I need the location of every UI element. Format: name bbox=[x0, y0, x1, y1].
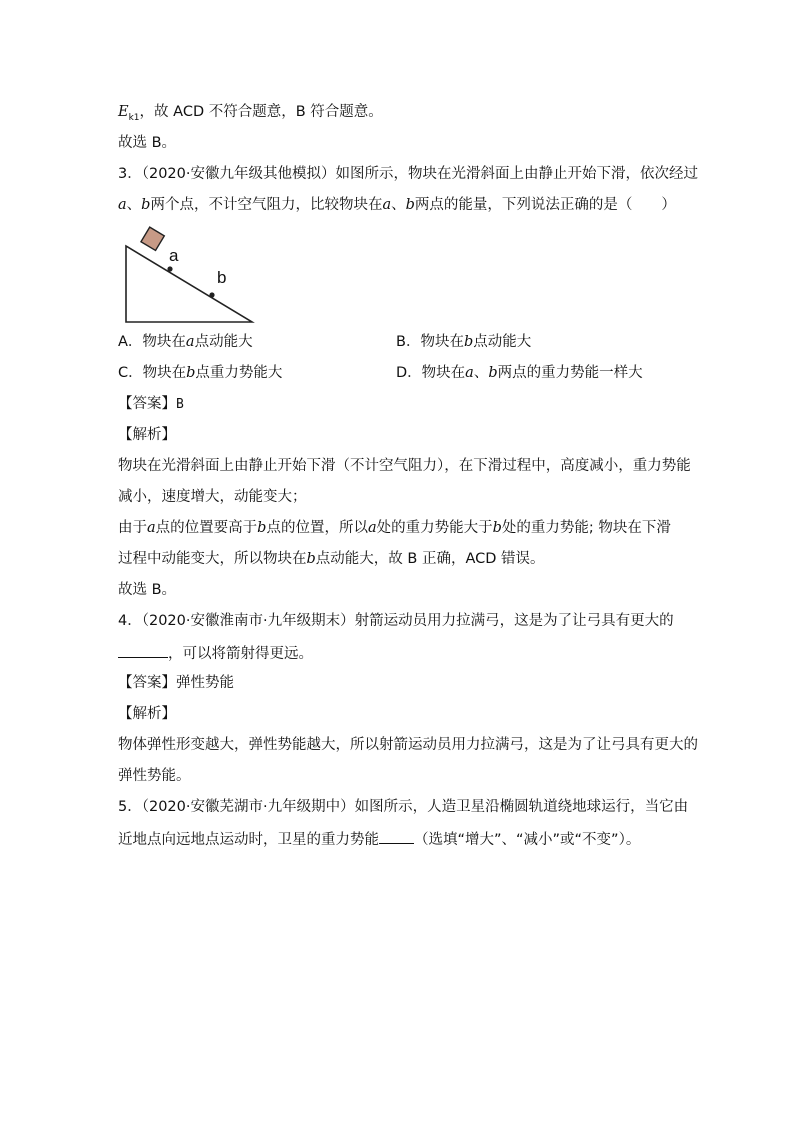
analysis-3-part-a: 由于 bbox=[118, 520, 147, 536]
question-4-analysis-line-1: 物体弹性形变越大，弹性势能越大，所以射箭运动员用力拉满弓，这是为了让弓具有更大的 bbox=[118, 737, 698, 753]
q3-point-b-2: b bbox=[405, 197, 415, 213]
analysis-4-part-a: 过程中动能变大，所以物块在 bbox=[118, 551, 307, 567]
option-d bbox=[396, 364, 643, 382]
figure-label-b: b bbox=[217, 268, 227, 287]
incline-diagram bbox=[118, 224, 258, 326]
question-5-answer-blank bbox=[379, 829, 414, 844]
q3-text-2: 两点的能量，下列说法正确的是（ ） bbox=[414, 197, 676, 213]
option-c bbox=[118, 364, 282, 382]
q3-sep: 、 bbox=[126, 197, 142, 213]
kinetic-energy-symbol: E bbox=[118, 104, 129, 120]
analysis-line-4 bbox=[118, 550, 545, 568]
prev-conclusion-text: ，故 ACD 不符合题意，B 符合题意。 bbox=[139, 104, 383, 120]
incline-triangle bbox=[126, 246, 252, 322]
question-3-choice-line: 故选 B。 bbox=[118, 582, 177, 598]
q3-text-1: 两个点，不计空气阻力，比较物块在 bbox=[150, 197, 383, 213]
answer-value: 弹性势能 bbox=[176, 675, 234, 691]
answer-label: 【答案】 bbox=[118, 396, 176, 412]
answer-value: B bbox=[176, 397, 184, 412]
option-c-point: b bbox=[186, 365, 196, 381]
question-4-analysis-line-2: 弹性势能。 bbox=[118, 768, 191, 784]
analysis-line-2: 减小，速度增大，动能变大； bbox=[118, 489, 307, 505]
prev-choice-line: 故选 B。 bbox=[118, 135, 177, 151]
analysis-line-1: 物块在光滑斜面上由静止开始下滑（不计空气阻力），在下滑过程中，高度减小，重力势能 bbox=[118, 458, 691, 474]
option-d-point-b: b bbox=[488, 365, 498, 381]
question-5-stem-line-2 bbox=[118, 829, 640, 849]
incline-figure bbox=[118, 224, 258, 330]
question-3-analysis-label: 【解析】 bbox=[118, 427, 176, 443]
option-d-prefix: D．物块在 bbox=[396, 365, 466, 381]
point-b-dot bbox=[209, 292, 214, 297]
question-4-stem-line-1: 4．（2020·安徽淮南市·九年级期末）射箭运动员用力拉满弓，这是为了让弓具有更大的 bbox=[118, 613, 674, 629]
analysis-3-part-c: 点的位置要高于 bbox=[155, 520, 258, 536]
question-4-answer bbox=[118, 674, 234, 692]
option-d-point-a: a bbox=[465, 365, 474, 381]
option-d-suffix: 两点的重力势能一样大 bbox=[497, 365, 643, 381]
option-a bbox=[118, 333, 253, 351]
analysis-line-3 bbox=[118, 519, 671, 537]
question-4-analysis-label: 【解析】 bbox=[118, 706, 176, 722]
kinetic-energy-subscript: k1 bbox=[128, 112, 140, 123]
q3-point-a-2: a bbox=[382, 197, 392, 213]
question-4-stem-line-2 bbox=[118, 643, 313, 663]
option-b-prefix: B．物块在 bbox=[396, 334, 464, 350]
option-d-sep: 、 bbox=[473, 365, 489, 381]
analysis-3-point-b-2: b bbox=[492, 520, 502, 536]
option-a-prefix: A．物块在 bbox=[118, 334, 186, 350]
answer-label: 【答案】 bbox=[118, 675, 176, 691]
option-b bbox=[396, 333, 531, 351]
analysis-3-point-a-2: a bbox=[367, 520, 377, 536]
option-c-suffix: 点重力势能大 bbox=[195, 365, 283, 381]
question-4-stem-tail: ，可以将箭射得更远。 bbox=[168, 646, 313, 662]
question-4-answer-blank bbox=[118, 643, 168, 658]
q3-point-b: b bbox=[141, 197, 151, 213]
analysis-3-point-a: a bbox=[147, 520, 156, 536]
analysis-4-point-b: b bbox=[306, 551, 316, 567]
q3-sep-2: 、 bbox=[391, 197, 406, 213]
analysis-3-part-g: 处的重力势能大于 bbox=[376, 520, 493, 536]
option-a-point: a bbox=[185, 334, 195, 350]
q3-point-a: a bbox=[118, 197, 127, 213]
figure-label-a: a bbox=[169, 246, 179, 265]
option-a-suffix: 点动能大 bbox=[194, 334, 253, 350]
analysis-3-part-e: 点的位置，所以 bbox=[266, 520, 368, 536]
question-3-stem-line-1: 3．（2020·安徽九年级其他模拟）如图所示，物块在光滑斜面上由静止开始下滑，依次经过 bbox=[118, 166, 698, 182]
line-prev-conclusion bbox=[118, 103, 383, 127]
option-c-prefix: C．物块在 bbox=[118, 365, 187, 381]
question-3-answer bbox=[118, 395, 184, 414]
option-b-point: b bbox=[463, 334, 474, 350]
sliding-block bbox=[141, 227, 164, 250]
analysis-3-point-b: b bbox=[257, 520, 267, 536]
option-b-suffix: 点动能大 bbox=[473, 334, 532, 350]
question-5-stem-line-1: 5．（2020·安徽芜湖市·九年级期中）如图所示，人造卫星沿椭圆轨道绕地球运行，当它由 bbox=[118, 799, 689, 815]
question-5-stem-head: 近地点向远地点运动时，卫星的重力势能 bbox=[118, 832, 379, 848]
point-a-dot bbox=[167, 266, 172, 271]
analysis-4-part-c: 点动能大，故 B 正确，ACD 错误。 bbox=[315, 551, 545, 567]
question-3-stem-line-2 bbox=[118, 196, 676, 214]
question-5-stem-tail: （选填“增大”、“减小”或“不变”）。 bbox=[414, 832, 641, 848]
analysis-3-part-i: 处的重力势能; 物块在下滑 bbox=[501, 520, 671, 536]
